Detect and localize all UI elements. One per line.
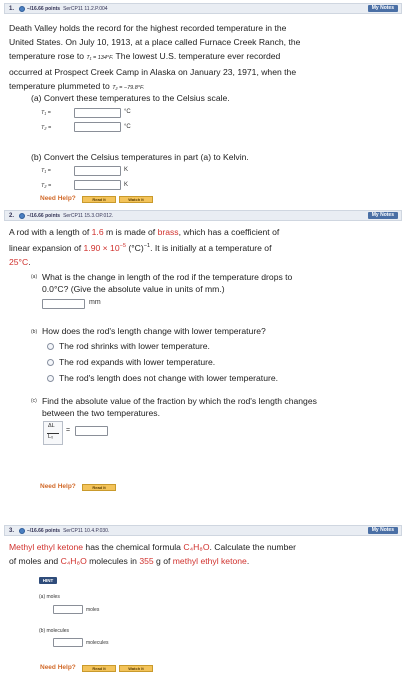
fraction-input[interactable] (75, 426, 108, 436)
mm-unit: mm (89, 299, 101, 306)
watch-it-button[interactable]: Watch It (119, 196, 153, 203)
points-label: –/16.66 points (27, 212, 61, 219)
t1-celsius-input[interactable] (74, 108, 121, 118)
part-c-prompt: Find the absolute value of the fraction by which the rod's length changes between the two temperatures. (42, 396, 317, 418)
part-b-prompt: How does the rod's length change with lower temperature? (42, 326, 266, 336)
points-label: –/16.66 points (27, 5, 61, 12)
question-number: 1. (9, 5, 15, 12)
question-number: 2. (9, 212, 15, 219)
part-b-prompt: (b) Convert the Celsius temperatures in part (a) to Kelvin. (31, 152, 249, 162)
question-header-3 (4, 525, 402, 536)
question-header-1 (4, 3, 402, 14)
moles-unit: moles (86, 607, 100, 613)
t1-kelvin-input[interactable] (74, 166, 121, 176)
fraction-box: ΔL L₀ (43, 421, 63, 445)
my-notes-button[interactable]: My Notes (368, 5, 398, 12)
part-a-prompt: What is the change in length of the rod if the temperature drops to 0.0°C? (Give the absolute value in units of mm.) (42, 272, 293, 294)
length-change-input[interactable] (42, 299, 85, 309)
status-icon (19, 213, 25, 219)
question-code: SerCP11 10.4.P.030. (63, 527, 110, 534)
celsius-unit: °C (124, 109, 131, 115)
kelvin-unit: K (124, 182, 129, 188)
part-b-label: (b) molecules (39, 628, 70, 634)
t2-label: T₂ = (41, 125, 52, 131)
option-radio-shrinks[interactable] (47, 343, 54, 350)
question-number: 3. (9, 527, 15, 534)
part-a-label: (a) (31, 274, 38, 280)
kelvin-unit: K (124, 167, 129, 173)
part-a-label: (a) moles (39, 594, 60, 600)
option-label[interactable]: The rod shrinks with lower temperature. (59, 341, 210, 351)
part-c-label: (c) (31, 398, 37, 404)
need-help-label: Need Help? (40, 664, 76, 671)
my-notes-button[interactable]: My Notes (368, 527, 398, 534)
question-text-2: A rod with a length of 1.6 m is made of brass, which has a coefficient of linear expansion of $1.90 \times 10^{-5}$ $(^\circ C)^{-1}$. It is initially at a temperature of 25°C. (9, 227, 280, 267)
read-it-button[interactable]: Read It (82, 665, 116, 672)
question-header-2 (4, 210, 402, 221)
question-text-3: Methyl ethyl ketone has the chemical formula C₄H₈O. Calculate the number of moles and C₄H₈O molecules in 355 g of methyl ethyl ketone. (9, 542, 296, 566)
option-radio-no-change[interactable] (47, 375, 54, 382)
question-text-1: Death Valley holds the record for the highest recorded temperature in the United States. On July 10, 1913, at a place called Furnace Creek Ranch, the temperature rose to T₁ = 134°F. The lowest U.S. temperature ever recorded occurred at Prospect Creek Camp in Alaska on January 23, 1971, when the temperature plummeted to T₂ = −79.8°F. (9, 23, 301, 91)
t2-celsius-input[interactable] (74, 122, 121, 132)
question-code: SerCP11 15.3.OP.012. (63, 212, 114, 219)
option-radio-expands[interactable] (47, 359, 54, 366)
question-code: SerCP11 11.2.P.004 (63, 5, 108, 12)
part-a-prompt: (a) Convert these temperatures to the Celsius scale. (31, 93, 230, 103)
need-help-label: Need Help? (40, 483, 76, 490)
option-label[interactable]: The rod's length does not change with lower temperature. (59, 373, 278, 383)
hint-button[interactable]: HINT (39, 577, 57, 584)
watch-it-button[interactable]: Watch It (119, 665, 153, 672)
read-it-button[interactable]: Read It (82, 196, 116, 203)
equals-sign: = (66, 427, 71, 434)
celsius-unit: °C (124, 124, 131, 130)
t1-label: T₁ = (41, 168, 51, 174)
status-icon (19, 528, 25, 534)
need-help-label: Need Help? (40, 195, 76, 202)
read-it-button[interactable]: Read It (82, 484, 116, 491)
molecules-unit: molecules (86, 640, 109, 646)
status-icon (19, 6, 25, 12)
t2-kelvin-input[interactable] (74, 180, 121, 190)
option-label[interactable]: The rod expands with lower temperature. (59, 357, 216, 367)
points-label: –/16.66 points (27, 527, 61, 534)
t2-label: T₂ = (41, 183, 52, 189)
moles-input[interactable] (53, 605, 83, 614)
my-notes-button[interactable]: My Notes (368, 212, 398, 219)
t1-label: T₁ = (41, 110, 51, 116)
molecules-input[interactable] (53, 638, 83, 647)
part-b-label: (b) (31, 329, 38, 335)
